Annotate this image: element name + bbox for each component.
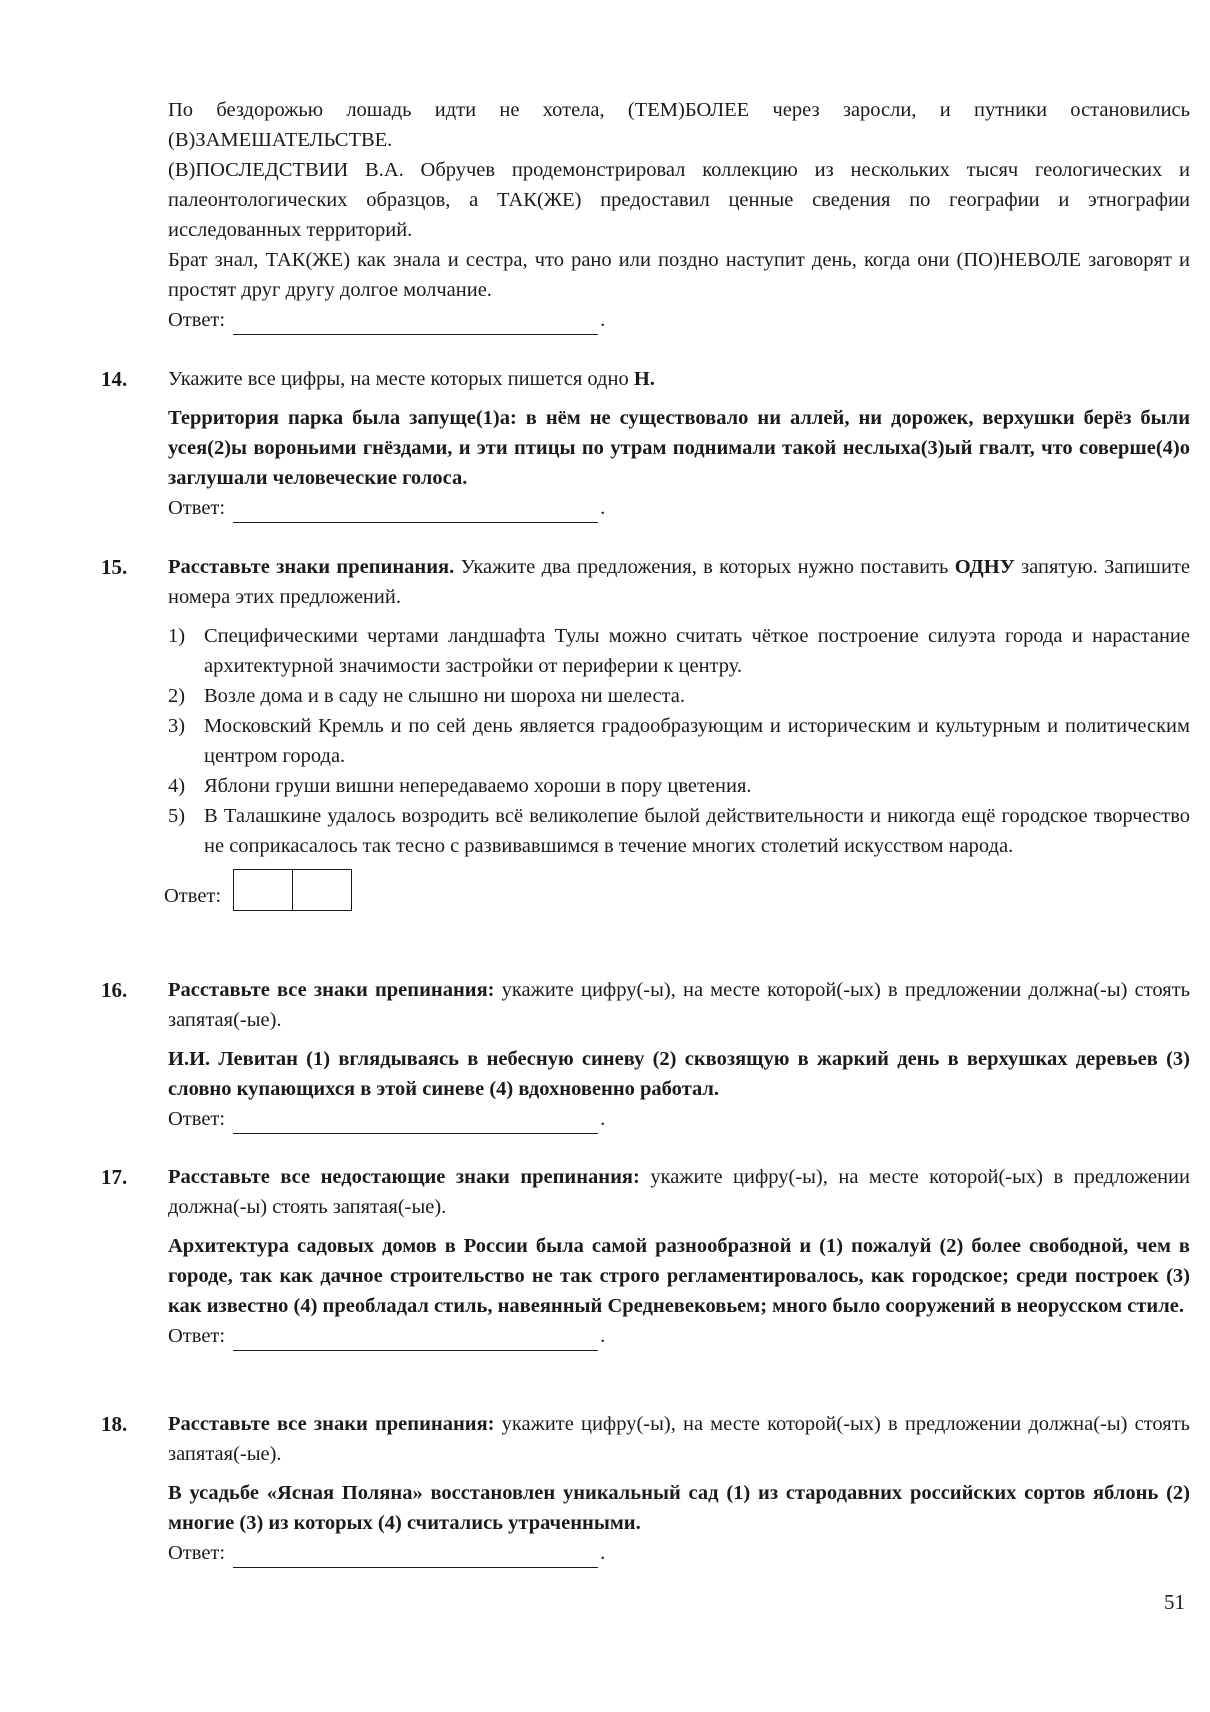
question-18 [168,1409,1190,1568]
answer-field[interactable] [233,500,598,523]
answer-label: Ответ: [168,1325,226,1347]
question-text: Архитектура садовых домов в России была самой разнообразной и (1) пожалуй (2) более свободной, чем в городе, так как дачное строительство не так строго регламентировалось, как городское; среди построек (3) как известно (4) преобладал стиль, навеянный Средневековьем; много было сооружений в неорусском стиле. [168,1235,1190,1317]
question-instruction: Расставьте все недостающие знаки препинания: укажите цифру(-ы), на месте которой(-ых) в предложении должна(-ы) стоять запятая(-ые). [168,1166,1190,1218]
answer-row: Ответ: . [168,1538,1190,1568]
answer-label: Ответ: [168,497,226,519]
top-section [168,95,1190,335]
answer-box-2[interactable] [292,870,351,910]
question-15 [164,552,1190,911]
question-17 [168,1162,1190,1351]
answer-row: Ответ: . [168,305,1190,335]
question-16 [168,975,1190,1134]
question-instruction: Расставьте все знаки препинания: укажите цифру(-ы), на месте которой(-ых) в предложении должна(-ы) стоять запятая(-ые). [168,979,1191,1031]
answer-field[interactable] [233,1111,598,1134]
answer-field[interactable] [233,1328,598,1351]
question-number: 18. [101,1412,128,1436]
question-number: 16. [101,978,128,1002]
answer-row [164,869,1190,911]
list-item: 5) В Талашкине удалось возродить всё великолепие былой действительности и никогда ещё городское творчество не соприкасалось так тесно с развивавшимся в течение многих столетий искусством народа. [168,805,1190,857]
top-paragraph-1: По бездорожью лошадь идти не хотела, (ТЕМ)БОЛЕЕ через заросли, и путники остановились (В)ЗАМЕШАТЕЛЬСТВЕ. [168,99,1190,151]
question-instruction: Укажите все цифры, на месте которых пишется одно Н. [168,368,655,390]
question-number: 15. [101,555,128,579]
answer-boxes [233,869,352,911]
question-number: 17. [101,1165,128,1189]
question-instruction: Расставьте все знаки препинания: укажите цифру(-ы), на месте которой(-ых) в предложении должна(-ы) стоять запятая(-ые). [168,1413,1191,1465]
question-text: В усадьбе «Ясная Поляна» восстановлен уникальный сад (1) из стародавних российских сортов яблонь (2) многие (3) из которых (4) считались утраченными. [168,1482,1190,1534]
list-item: 4) Яблони груши вишни непередаваемо хороши в пору цветения. [168,775,752,797]
page-number: 51 [1164,1590,1185,1614]
options-list [168,621,1190,861]
answer-row: Ответ: . [168,1104,1190,1134]
top-paragraph-3: Брат знал, ТАК(ЖЕ) как знала и сестра, что рано или поздно наступит день, когда они (ПО)НЕВОЛЕ заговорят и простят друг другу долгое молчание. [168,249,1190,301]
answer-label: Ответ: [168,1542,226,1564]
list-item: 2) Возле дома и в саду не слышно ни шороха ни шелеста. [168,685,686,707]
question-text: Территория парка была запуще(1)а: в нём не существовало ни аллей, ни дорожек, верхушки берёз были усея(2)ы вороньими гнёздами, и эти птицы по утрам поднимали такой неслыха(3)ый гвалт, что соверше(4)о заглушали человеческие голоса. [168,407,1190,489]
answer-row: Ответ: . [168,493,1190,523]
answer-field[interactable] [233,312,598,335]
answer-field[interactable] [233,1545,598,1568]
question-number: 14. [101,367,128,391]
list-item: 1) Специфическими чертами ландшафта Тулы можно считать чёткое построение силуэта города и нарастание архитектурной значимости застройки от периферии к центру. [168,625,1190,677]
top-paragraph-2: (В)ПОСЛЕДСТВИИ В.А. Обручев продемонстрировал коллекцию из нескольких тысяч геологических и палеонтологических образцов, а ТАК(ЖЕ) предоставил ценные сведения по географии и этнографии исследованных территорий. [168,159,1190,241]
answer-label: Ответ: [168,1108,226,1130]
answer-row: Ответ: . [168,1321,1190,1351]
question-14 [168,364,1190,523]
answer-box-1[interactable] [234,870,292,910]
list-item: 3) Московский Кремль и по сей день является градообразующим и историческим и культурным и политическим центром города. [168,715,1190,767]
answer-label: Ответ: [164,885,222,907]
answer-label: Ответ: [168,309,226,331]
question-text: И.И. Левитан (1) вглядываясь в небесную синеву (2) сквозящую в жаркий день в верхушках деревьев (3) словно купающихся в этой синеве (4) вдохновенно работал. [168,1048,1190,1100]
question-instruction: Расставьте знаки препинания. Укажите два предложения, в которых нужно поставить ОДНУ запятую. Запишите номера этих предложений. [168,556,1190,608]
